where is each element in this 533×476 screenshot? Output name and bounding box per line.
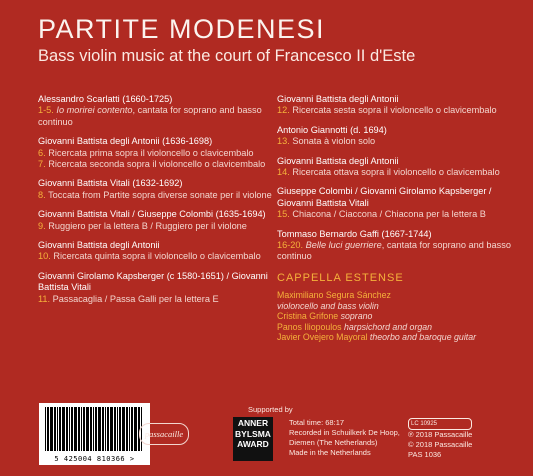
barcode-bar [98,407,101,451]
composer-dates: (1636-1698) [162,136,213,147]
barcode-bar [71,407,73,451]
composer-text: Giovanni Battista Vitali / Giuseppe Colombi [38,209,213,220]
track-number: 15. [277,209,290,220]
tracklist-right [277,94,517,343]
composer-text: Giovanni Battista degli Antonii [277,94,399,104]
performer [277,311,517,322]
total-time: Total time: 68:17 [289,418,345,427]
barcode-bar [102,407,104,451]
performer-name: Cristina Grifone [277,311,339,322]
barcode-bar [54,407,56,451]
track-entry [277,229,517,263]
track-entry [277,94,517,117]
track-description: , cantata for soprano and basso continuo [38,105,262,127]
composer-name [38,240,274,251]
barcode-bar [59,407,61,451]
barcode-bar [107,407,109,451]
recorded-location-1: Recorded in Schuilkerk De Hoop, [289,428,400,437]
performer-name: Javier Ovejero Mayoral [277,332,368,343]
passacaille-logo: passacaille [139,423,189,445]
track-line [38,251,274,262]
track-entry [277,186,517,220]
track-title: Ricercata quinta sopra il violoncello o clavicembalo [53,251,261,262]
barcode-bar [74,407,77,451]
composer-text: Alessandro Scarlatti [38,94,120,104]
track-description: , cantata for soprano and basso continuo [277,240,511,262]
label-code: LC 10925 [408,418,472,430]
tracklist-left [38,94,274,313]
track-number: 1-5. [38,105,54,116]
composer-dates: (1667-1744) [381,228,432,239]
made-in: Made in the Netherlands [289,448,371,457]
composer-text: Giovanni Battista degli Antonii [38,240,160,251]
composer-name [277,186,517,209]
track-line [38,159,274,170]
recorded-location-2: Diemen (The Netherlands) [289,438,378,447]
composer-name [38,94,274,105]
barcode-bar [50,407,53,451]
composer-name [277,94,517,105]
c-line: © 2018 Passacaille [408,440,473,449]
track-title: Ricercata seconda sopra il violoncello o clavicembalo [48,159,266,170]
track-number: 11. [38,293,51,304]
recording-info [289,418,400,458]
track-number: 6. [38,147,46,158]
barcode [39,403,150,465]
composer-name [38,271,274,294]
barcode-bars [43,407,146,451]
barcode-bar [62,407,65,451]
composer-name [277,229,517,240]
barcode-bar [129,407,130,451]
barcode-bar [134,407,137,451]
barcode-bar [57,407,58,451]
barcode-bar [126,407,128,451]
composer-text: Giovanni Battista Vitali [38,178,130,189]
performer-role: harpsichord and organ [344,321,433,332]
supported-by-text: Supported by [248,405,293,414]
award-logo-text: ANNER BYLSMA AWARD [235,418,271,449]
track-line [38,221,274,232]
performer-role: soprano [340,311,373,322]
catalog-number: PAS 1036 [408,450,442,459]
composer-text: Giovanni Battista degli Antonii [38,136,160,147]
page-title: PARTITE MODENESI [38,14,326,44]
composer-text: Giovanni Girolamo Kapsberger [38,270,165,281]
performer-role: theorbo and baroque guitar [369,332,477,343]
composer-text: Giuseppe Colombi / Giovanni Girolamo Kapsberger / Giovanni Battista Vitali [277,186,492,208]
track-title: Sonata à violon solo [292,136,376,147]
track-title: Belle luci guerriere [305,240,382,251]
barcode-number: 5 425004 810366 > [54,455,135,463]
track-title: Chiacona / Ciaccona / Chiacona per la lettera B [292,209,486,220]
ensemble-name: CAPPELLA ESTENSE [277,271,404,284]
barcode-bar [45,407,46,451]
track-title: Ricercata sesta sopra il violoncello o clavicembalo [292,105,497,116]
performer-name: Panos Iliopoulos [277,321,342,332]
barcode-bar [83,407,85,451]
barcode-bar [95,407,97,451]
copyright-info [408,418,472,460]
track-title: Ricercata ottava sopra il violoncello o clavicembalo [292,167,500,178]
barcode-bar [122,407,125,451]
track-number: 8. [38,189,46,200]
barcode-bar [110,407,113,451]
track-line [38,190,274,201]
barcode-bar [105,407,106,451]
p-line: ℗ 2018 Passacaille [408,430,473,439]
track-number: 13. [277,136,290,147]
composer-dates: (1632-1692) [132,178,183,189]
barcode-bar [119,407,121,451]
track-line [38,105,274,128]
track-line [277,209,517,220]
performer [277,322,517,333]
track-line [277,240,517,263]
track-title: Passacaglia / Passa Galli per la lettera E [52,293,219,304]
track-line [277,167,517,178]
performer-name: Maximiliano Segura Sánchez [277,290,391,301]
track-number: 10. [38,251,51,262]
page-subtitle: Bass violin music at the court of Francesco II d'Este [38,47,416,65]
barcode-bar [86,407,89,451]
barcode-bar [93,407,94,451]
track-title: Toccata from Partite sopra diverse sonate per il violone [48,189,272,200]
track-entry [38,240,274,263]
track-number: 14. [277,167,290,178]
track-number: 9. [38,220,46,231]
track-number: 12. [277,105,290,116]
composer-dates: (1660-1725) [122,94,173,104]
track-number: 16-20. [277,240,304,251]
track-title: Io morirei contento [56,105,133,116]
barcode-bar [90,407,92,451]
track-entry [38,271,274,305]
barcode-bar [114,407,116,451]
composer-text: Giovanni Battista degli Antonii [277,155,399,166]
composer-name [277,156,517,167]
performer [277,290,517,311]
composer-name [38,209,274,220]
barcode-bar [69,407,70,451]
composer-dates: (c 1580-1651) / Giovanni Battista Vitali [38,270,268,293]
track-number: 7. [38,159,46,170]
composer-text: Tommaso Bernardo Gaffi [277,228,379,239]
track-line [277,136,517,147]
track-entry [38,94,274,128]
performer-role: violoncello and bass violin [277,300,379,311]
barcode-bar [131,407,133,451]
barcode-bar [117,407,118,451]
barcode-bar [81,407,82,451]
track-entry [38,209,274,232]
track-title: Ruggiero per la lettera B / Ruggiero per il violone [48,220,247,231]
composer-name [277,125,517,136]
track-entry [38,178,274,201]
composer-dates: (1635-1694) [215,209,266,220]
track-entry [277,156,517,179]
track-entry [38,136,274,170]
composer-name [38,136,274,147]
track-line [38,148,274,159]
barcode-bar [47,407,49,451]
anner-bylsma-award-logo [233,417,273,461]
barcode-bar [78,407,80,451]
track-entry [277,125,517,148]
performer [277,332,517,343]
composer-dates: (d. 1694) [350,124,387,135]
composer-name [38,178,274,189]
track-title: Ricercata prima sopra il violoncello o clavicembalo [48,147,254,158]
barcode-bar [66,407,68,451]
track-line [277,105,517,116]
composer-text: Antonio Giannotti [277,124,348,135]
track-line [38,294,274,305]
